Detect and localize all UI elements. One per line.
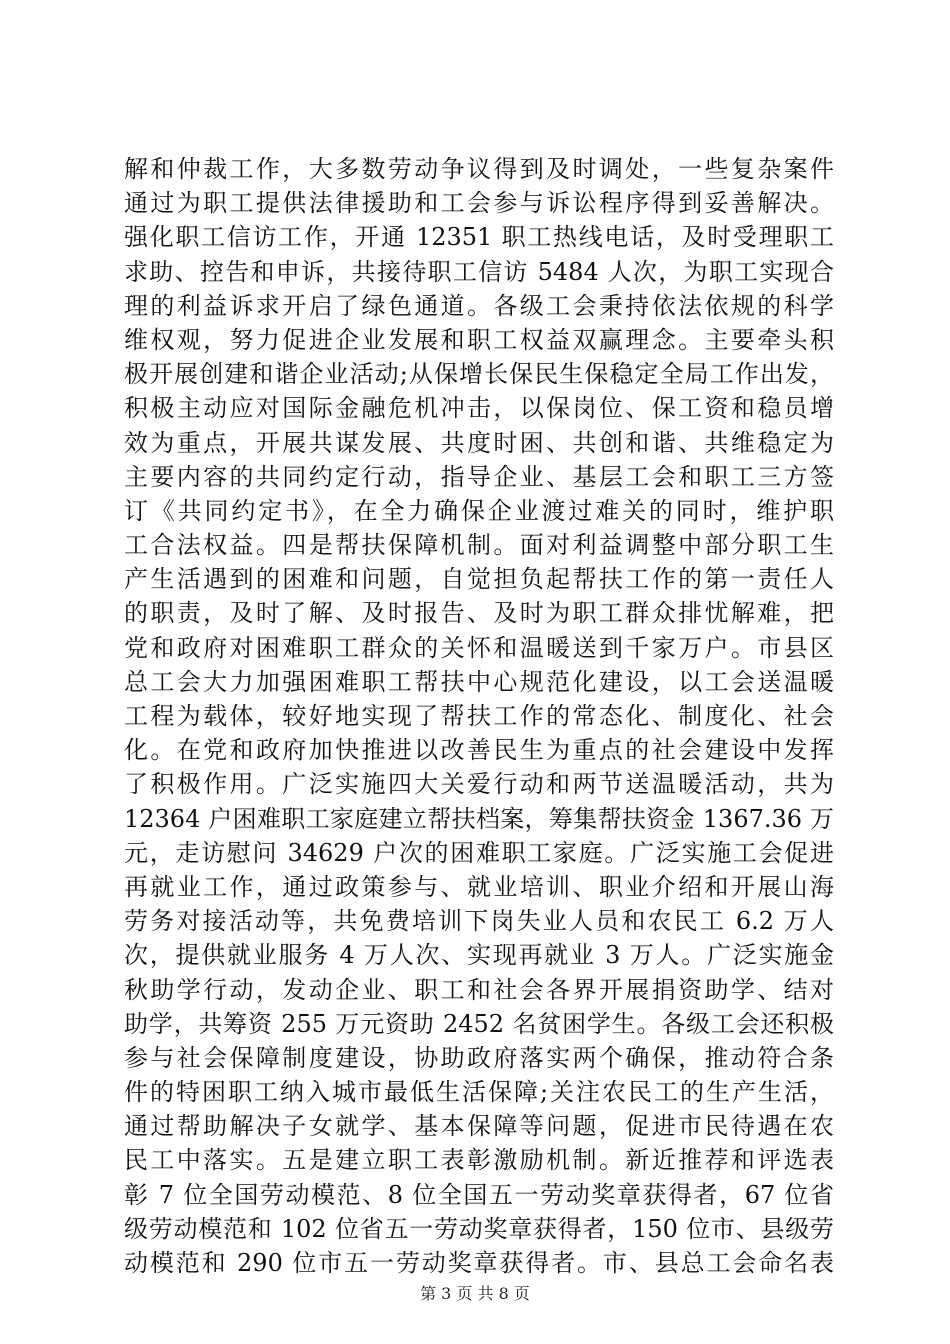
text-line: 理的利益诉求开启了绿色通道。各级工会秉持依法依规的科学 — [124, 291, 834, 320]
text-line: 动模范和 290 位市五一劳动奖章获得者。市、县总工会命名表 — [124, 1249, 834, 1277]
text-line: 的职责，及时了解、及时报告、及时为职工群众排忧解难，把 — [124, 599, 834, 628]
text-line: 强化职工信访工作，开通 12351 职工热线电话，及时受理职工 — [124, 223, 834, 252]
text-line: 工程为载体，较好地实现了帮扶工作的常态化、制度化、社会 — [124, 702, 834, 730]
body-text — [124, 152, 834, 1280]
text-line: 求助、控告和申诉，共接待职工信访 5484 人次，为职工实现合 — [124, 257, 834, 286]
text-line: 产生活遇到的困难和问题，自觉担负起帮扶工作的第一责任人 — [124, 565, 834, 594]
text-line: 再就业工作，通过政策参与、就业培训、职业介绍和开展山海 — [124, 872, 834, 901]
text-line: 化。在党和政府加快推进以改善民生为重点的社会建设中发挥 — [124, 736, 834, 765]
text-line: 级劳动模范和 102 位省五一劳动奖章获得者，150 位市、县级劳 — [124, 1214, 834, 1243]
text-line: 件的特困职工纳入城市最低生活保障;关注农民工的生产生活， — [124, 1078, 834, 1107]
text-line: 12364 户困难职工家庭建立帮扶档案，筹集帮扶资金 1367.36 万 — [124, 804, 834, 833]
text-line: 彰 7 位全国劳动模范、8 位全国五一劳动奖章获得者，67 位省 — [124, 1180, 834, 1209]
text-line: 总工会大力加强困难职工帮扶中心规范化建设，以工会送温暖 — [124, 667, 834, 696]
text-line: 极开展创建和谐企业活动;从保增长保民生保稳定全局工作出发， — [124, 360, 834, 389]
text-line: 民工中落实。五是建立职工表彰激励机制。新近推荐和评选表 — [124, 1146, 834, 1175]
text-line: 积极主动应对国际金融危机冲击，以保岗位、保工资和稳员增 — [124, 394, 834, 423]
text-line: 参与社会保障制度建设，协助政府落实两个确保，推动符合条 — [124, 1043, 834, 1072]
text-line: 劳务对接活动等，共免费培训下岗失业人员和农民工 6.2 万人 — [124, 907, 834, 936]
text-line: 助学，共筹资 255 万元资助 2452 名贫困学生。各级工会还积极 — [124, 1009, 834, 1038]
text-line: 党和政府对困难职工群众的关怀和温暖送到千家万户。市县区 — [124, 633, 834, 662]
text-line: 秋助学行动，发动企业、职工和社会各界开展捐资助学、结对 — [124, 975, 834, 1004]
text-line: 了积极作用。广泛实施四大关爱行动和两节送温暖活动，共为 — [124, 770, 834, 799]
text-line: 通过帮助解决子女就学、基本保障等问题，促进市民待遇在农 — [124, 1112, 834, 1141]
text-line: 效为重点，开展共谋发展、共度时困、共创和谐、共维稳定为 — [124, 428, 834, 457]
text-line: 订《共同约定书》，在全力确保企业渡过难关的同时，维护职 — [124, 496, 834, 525]
text-line: 解和仲裁工作，大多数劳动争议得到及时调处，一些复杂案件 — [124, 155, 834, 183]
text-line: 次，提供就业服务 4 万人次、实现再就业 3 万人。广泛实施金 — [124, 941, 834, 970]
page-footer: 第 3 页 共 8 页 — [420, 1284, 530, 1303]
text-line: 通过为职工提供法律援助和工会参与诉讼程序得到妥善解决。 — [124, 189, 834, 218]
text-line: 维权观，努力促进企业发展和职工权益双赢理念。主要牵头积 — [124, 325, 834, 354]
text-line: 工合法权益。四是帮扶保障机制。面对利益调整中部分职工生 — [124, 531, 834, 560]
text-line: 元，走访慰问 34629 户次的困难职工家庭。广泛实施工会促进 — [124, 838, 834, 867]
text-line: 主要内容的共同约定行动，指导企业、基层工会和职工三方签 — [124, 462, 834, 491]
